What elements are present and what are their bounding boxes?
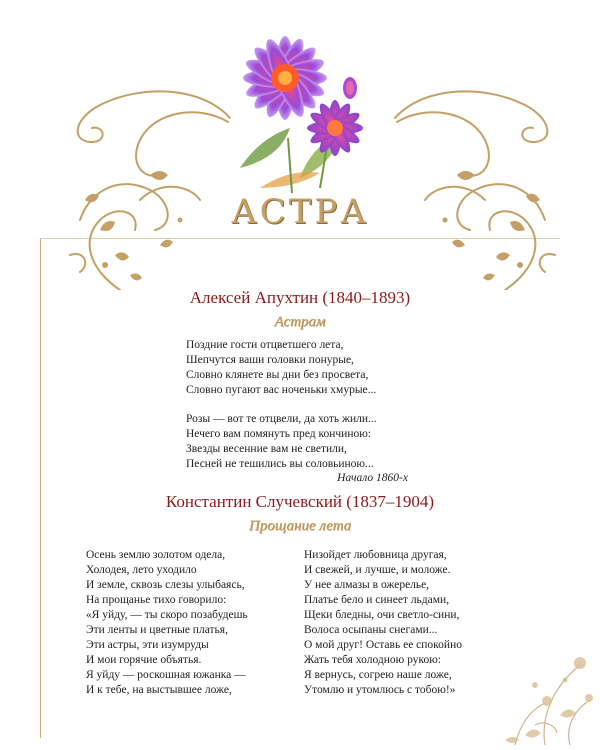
gold-flourish-right-icon: [390, 80, 565, 290]
verse-line: И мои горячие объятья.: [86, 654, 202, 666]
verse-line: Эти астры, эти изумруды: [86, 639, 209, 651]
verse-line: «Я уйду, — ты скоро позабудешь: [86, 609, 248, 621]
aster-flower-illustration-icon: [200, 18, 380, 198]
verse-line: Низойдет любовница другая,: [304, 549, 447, 561]
verse-line: Шепчутся ваши головки понурые,: [186, 354, 354, 366]
verse-line: Утомлю и утомлюсь с тобою!»: [304, 684, 456, 696]
verse-line: О мой друг! Оставь ее спокойно: [304, 639, 462, 651]
verse-line: Розы — вот те отцвели, да хоть жили...: [186, 413, 377, 425]
verse-line: Щеки бледны, очи светло-сини,: [304, 609, 460, 621]
verse-line: Нечего вам помянуть пред кончиною:: [186, 428, 372, 440]
poem1-date: Начало 1860-х: [337, 472, 408, 484]
floral-corner-decoration-icon: [485, 615, 595, 745]
verse-line: На прощанье тихо говорило:: [86, 594, 227, 606]
verse-line: Звезды весенние вам не светили,: [186, 443, 347, 455]
verse-line: И земле, сквозь слезы улыбаясь,: [86, 579, 245, 591]
verse-line: Поздние гости отцветшего лета,: [186, 339, 344, 351]
verse-line: Осень землю золотом одела,: [86, 549, 226, 561]
poem1-stanza-2: [186, 412, 377, 472]
poem2-author: Константин Случевский (1837–1904): [165, 492, 435, 511]
verse-line: Песней не тешились вы соловьиною...: [186, 458, 374, 470]
poem1-stanza-1: [186, 338, 376, 398]
verse-line: Жать тебя холодною рукою:: [304, 654, 442, 666]
verse-line: Словно клянете вы дни без просвета,: [186, 369, 369, 381]
verse-line: Я уйду — роскошная южанка —: [86, 669, 246, 681]
verse-line: Я вернусь, согрею наше ложе,: [304, 669, 452, 681]
verse-line: Словно пугают вас ноченьки хмурые...: [186, 384, 377, 396]
verse-line: И свежей, и лучше, и моложе.: [304, 564, 451, 576]
verse-line: Эти ленты и цветные платья,: [86, 624, 228, 636]
verse-line: И к тебе, на выстывшее ложе,: [86, 684, 232, 696]
verse-line: Волоса осыпаны снегами...: [304, 624, 438, 636]
verse-line: У нее алмазы в ожерелье,: [304, 579, 430, 591]
verse-line: Холодея, лето уходило: [86, 564, 197, 576]
page-title: АСТРА: [230, 192, 370, 232]
poem1-author: Алексей Апухтин (1840–1893): [189, 288, 411, 307]
verse-line: Платье бело и синеет льдами,: [304, 594, 450, 606]
poem2-column-left: [86, 548, 248, 698]
poem1-title: Астрам: [274, 314, 326, 330]
poem2-title: Прощание лета: [248, 518, 352, 534]
poem2-column-right: [304, 548, 462, 698]
frame-line-left: [40, 238, 41, 738]
